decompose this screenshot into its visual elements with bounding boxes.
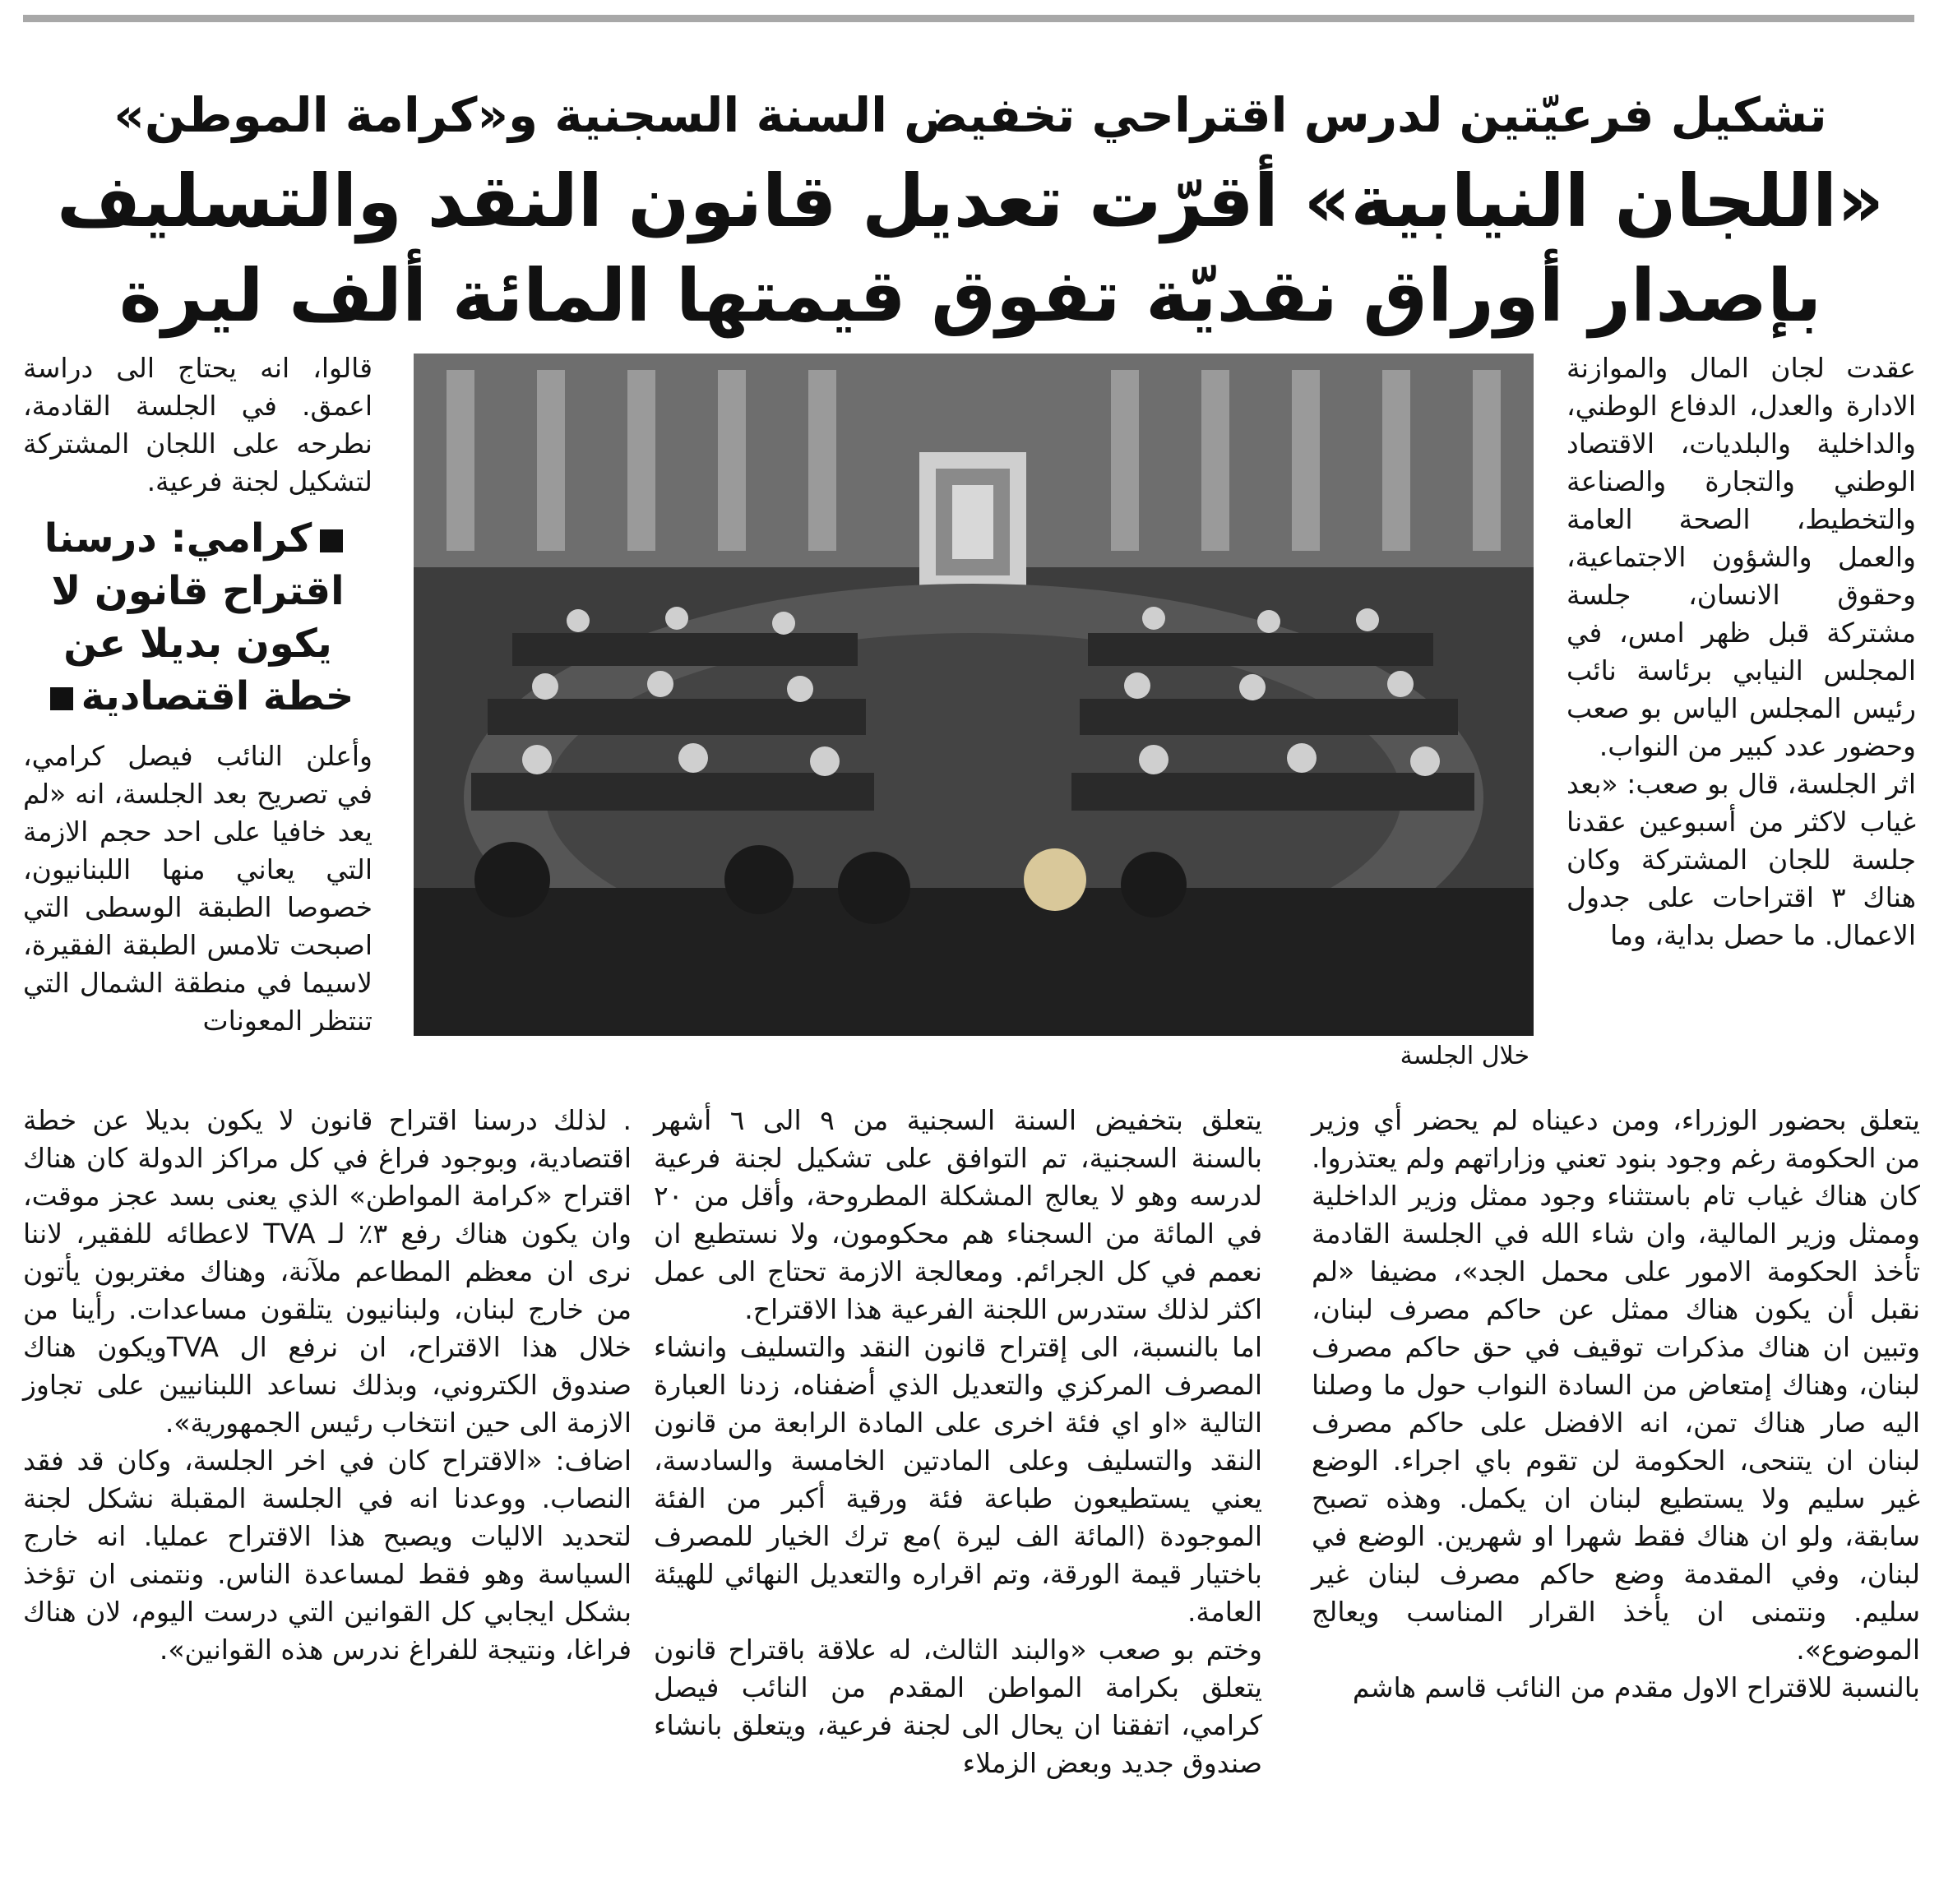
article-right-column <box>1566 349 1916 1106</box>
headline-main-line-2: بإصدار أوراق نقديّة تفوق قيمتها المائة ألف ليرة <box>118 253 1822 338</box>
headline-kicker: تشكيل فرعيّتين لدرس اقتراحي تخفيض السنة السجنية و«كرامة الموطن» <box>113 87 1827 143</box>
article-left-bottom-column <box>23 1102 632 1883</box>
photo-caption: خلال الجلسة <box>1400 1042 1529 1070</box>
article-middle-column <box>654 1102 1262 1883</box>
square-bullet-icon <box>320 529 343 552</box>
article-paragraph: . لذلك درسنا اقتراح قانون لا يكون بديلا عن خطة اقتصادية، وبوجود فراغ في كل مراكز الدولة كان هناك اقتراح «كرامة المواطن» الذي يعنى بسد عجز موقت، وان يكون هناك رفع ٣٪ لـ TVA لاعطائه للفقير، لاننا نرى ان معظم المطاعم ملآنة، وهناك مغتربون يأتون من خارج لبنان، ولبنانيون يتلقون مساعدات. رأينا من خلال هذا الاقتراح، ان نرفع ال TVAويكون هناك صندوق الكتروني، وبذلك نساعد اللبنانيين على تجاوز الازمة الى حين انتخاب رئيس الجمهورية». <box>23 1104 632 1439</box>
article-left-top-column <box>23 349 373 1098</box>
article-paragraph: اما بالنسبة، الى إقتراح قانون النقد والتسليف وانشاء المصرف المركزي والتعديل الذي أضفناه، زدنا العبارة التالية «او اي فئة اخرى على المادة الرابعة من قانون النقد والتسليف وعلى المادتين الخامسة والسادسة، يعني يستطيعون طباعة فئة ورقية أكبر من الفئة الموجودة (المائة الف ليرة )مع ترك الخيار للمصرف باختيار قيمة الورقة، وتم اقراره والتعديل النهائي للهيئة العامة. <box>654 1331 1262 1628</box>
pull-quote-text: كرامي: درسنا اقتراح قانون لا يكون بديلا عن خطة اقتصادية <box>44 515 354 719</box>
session-photo <box>414 354 1534 1036</box>
article-paragraph: اثر الجلسة، قال بو صعب: «بعد غياب لاكثر من أسبوعين عقدنا جلسة للجان المشتركة وكان هناك ٣ اقتراحات على جدول الاعمال. ما حصل بداية، وما <box>1566 768 1916 951</box>
article-right-bottom-column <box>1312 1102 1920 1883</box>
article-paragraph: بالنسبة للاقتراح الاول مقدم من النائب قاسم هاشم <box>1352 1671 1920 1703</box>
top-rule <box>23 15 1914 22</box>
pull-quote <box>23 512 373 723</box>
parliament-chamber-image <box>414 354 1534 1036</box>
article-paragraph: اضاف: «الاقتراح كان في اخر الجلسة، وكان قد فقد النصاب. ووعدنا انه في الجلسة المقبلة نشكل لجنة لتحديد الاليات ويصبح هذا الاقتراح عمليا. انه خارج السياسة وهو فقط لمساعدة الناس. ونتمنى ان تؤخذ بشكل ايجابي كل القوانين التي درست اليوم، لان هناك فراغا، ونتيجة للفراغ ندرس هذه القوانين». <box>23 1444 632 1666</box>
article-paragraph: وختم بو صعب «والبند الثالث، له علاقة باقتراح قانون يتعلق بكرامة المواطن المقدم من النائب فيصل كرامي، اتفقنا ان يحال الى لجنة فرعية، ويتعلق بانشاء صندوق جديد وبعض الزملاء <box>654 1634 1262 1779</box>
article-paragraph: يتعلق بحضور الوزراء، ومن دعيناه لم يحضر أي وزير من الحكومة رغم وجود بنود تعني وزاراتهم ولم يعتذروا. كان هناك غياب تام باستثناء وجود ممثل وزير الداخلية وممثل وزير المالية، وان شاء الله في الجلسة القادمة تأخذ الحكومة الامور على محمل الجد»، مضيفا «لم نقبل أن يكون هناك ممثل عن حاكم مصرف لبنان، وتبين ان هناك مذكرات توقيف في حق حاكم مصرف لبنان، وهناك إمتعاض من السادة النواب حول ما وصلنا اليه صار هناك تمن، انه الافضل على حاكم مصرف لبنان ان يتنحى، الحكومة لن تقوم باي اجراء. الوضع غير سليم ولا يستطيع لبنان ان يكمل. وهذه تصبح سابقة، ولو ان هناك فقط شهرا او شهرين. الوضع في لبنان، وفي المقدمة وضع حاكم مصرف لبنان غير سليم. ونتمنى ان يأخذ القرار المناسب ويعالج الموضوع». <box>1312 1104 1920 1666</box>
article-paragraph: وأعلن النائب فيصل كرامي، في تصريح بعد الجلسة، انه «لم يعد خافيا على احد حجم الازمة التي يعاني منها اللبنانيون، خصوصا الطبقة الوسطى التي اصبحت تلامس الطبقة الفقيرة، لاسيما في منطقة الشمال التي تنتظر المعونات <box>23 740 373 1037</box>
article-paragraph: قالوا، انه يحتاج الى دراسة اعمق. في الجلسة القادمة، نطرحه على اللجان المشتركة لتشكيل لجنة فرعية. <box>23 352 373 497</box>
article-paragraph: يتعلق بتخفيض السنة السجنية من ٩ الى ٦ أشهر بالسنة السجنية، تم التوافق على تشكيل لجنة فرعية لدرسه وهو لا يعالج المشكلة المطروحة، وأقل من ٢٠ في المائة من السجناء هم محكومون، ولا نستطيع ان نعمم في كل الجرائم. ومعالجة الازمة تحتاج الى عمل اكثر لذلك ستدرس اللجنة الفرعية هذا الاقتراح. <box>654 1104 1262 1325</box>
headline-main-line-1: «اللجان النيابية» أقرّت تعديل قانون النقد والتسليف <box>56 159 1885 243</box>
article-paragraph: عقدت لجان المال والموازنة الادارة والعدل، الدفاع الوطني، والداخلية والبلديات، الاقتصاد الوطني والتجارة والصناعة والتخطيط، الصحة العامة والعمل والشؤون الاجتماعية، وحقوق الانسان، جلسة مشتركة قبل ظهر امس، في المجلس النيابي برئاسة نائب رئيس المجلس الياس بو صعب وحضور عدد كبير من النواب. <box>1566 352 1916 762</box>
square-bullet-icon <box>50 687 73 710</box>
